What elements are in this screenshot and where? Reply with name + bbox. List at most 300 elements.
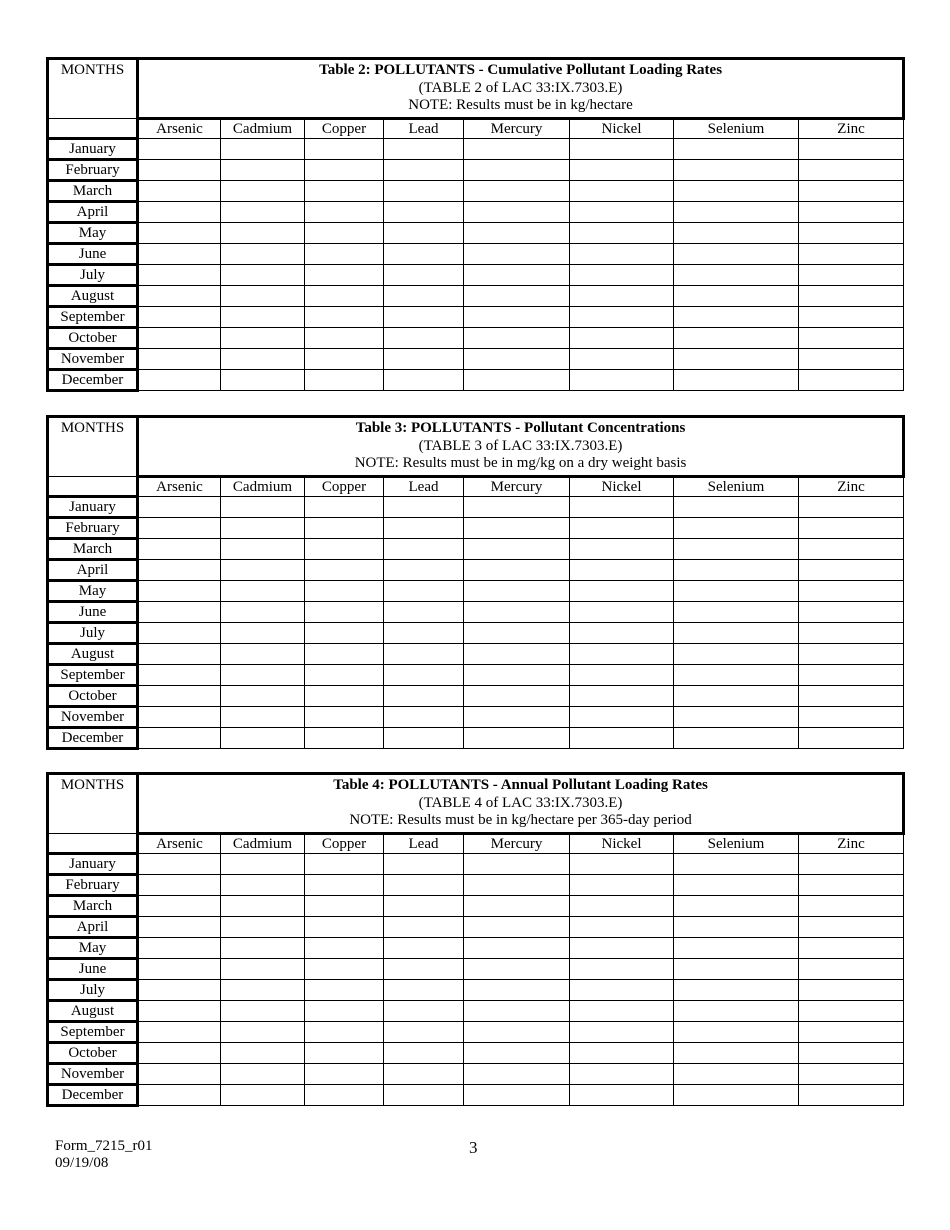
entry-cell-selenium[interactable] <box>674 854 799 875</box>
entry-cell-zinc[interactable] <box>799 181 904 202</box>
entry-cell-arsenic[interactable] <box>138 244 221 265</box>
entry-cell-mercury[interactable] <box>464 160 570 181</box>
entry-cell-cadmium[interactable] <box>221 980 305 1001</box>
entry-cell-mercury[interactable] <box>464 349 570 370</box>
entry-cell-lead[interactable] <box>384 917 464 938</box>
entry-cell-nickel[interactable] <box>570 1043 674 1064</box>
entry-cell-cadmium[interactable] <box>221 644 305 665</box>
entry-cell-zinc[interactable] <box>799 518 904 539</box>
entry-cell-lead[interactable] <box>384 602 464 623</box>
month-label-april: April <box>48 917 138 938</box>
entry-cell-cadmium[interactable] <box>221 875 305 896</box>
entry-cell-mercury[interactable] <box>464 644 570 665</box>
entry-cell-arsenic[interactable] <box>138 139 221 160</box>
entry-cell-cadmium[interactable] <box>221 181 305 202</box>
entry-cell-cadmium[interactable] <box>221 328 305 349</box>
entry-cell-selenium[interactable] <box>674 938 799 959</box>
entry-cell-cadmium[interactable] <box>221 139 305 160</box>
entry-cell-mercury[interactable] <box>464 139 570 160</box>
entry-cell-mercury[interactable] <box>464 707 570 728</box>
table-row <box>48 581 904 602</box>
entry-cell-arsenic[interactable] <box>138 875 221 896</box>
entry-cell-zinc[interactable] <box>799 160 904 181</box>
entry-cell-selenium[interactable] <box>674 1085 799 1106</box>
entry-cell-lead[interactable] <box>384 959 464 980</box>
entry-cell-arsenic[interactable] <box>138 223 221 244</box>
entry-cell-copper[interactable] <box>305 686 384 707</box>
entry-cell-cadmium[interactable] <box>221 370 305 391</box>
entry-cell-arsenic[interactable] <box>138 728 221 749</box>
entry-cell-arsenic[interactable] <box>138 328 221 349</box>
entry-cell-lead[interactable] <box>384 938 464 959</box>
month-label-july: July <box>48 980 138 1001</box>
entry-cell-nickel[interactable] <box>570 286 674 307</box>
entry-cell-arsenic[interactable] <box>138 497 221 518</box>
entry-cell-copper[interactable] <box>305 980 384 1001</box>
entry-cell-cadmium[interactable] <box>221 539 305 560</box>
entry-cell-cadmium[interactable] <box>221 560 305 581</box>
entry-cell-zinc[interactable] <box>799 1064 904 1085</box>
entry-cell-lead[interactable] <box>384 349 464 370</box>
entry-cell-lead[interactable] <box>384 623 464 644</box>
entry-cell-nickel[interactable] <box>570 349 674 370</box>
entry-cell-selenium[interactable] <box>674 328 799 349</box>
entry-cell-mercury[interactable] <box>464 518 570 539</box>
entry-cell-mercury[interactable] <box>464 328 570 349</box>
entry-cell-cadmium[interactable] <box>221 1064 305 1085</box>
form-identifier <box>55 1138 153 1172</box>
entry-cell-mercury[interactable] <box>464 181 570 202</box>
entry-cell-lead[interactable] <box>384 181 464 202</box>
entry-cell-copper[interactable] <box>305 875 384 896</box>
entry-cell-nickel[interactable] <box>570 959 674 980</box>
entry-cell-nickel[interactable] <box>570 686 674 707</box>
column-header-lead: Lead <box>384 119 464 139</box>
entry-cell-copper[interactable] <box>305 1085 384 1106</box>
entry-cell-selenium[interactable] <box>674 875 799 896</box>
entry-cell-zinc[interactable] <box>799 1001 904 1022</box>
entry-cell-cadmium[interactable] <box>221 707 305 728</box>
entry-cell-lead[interactable] <box>384 875 464 896</box>
entry-cell-mercury[interactable] <box>464 665 570 686</box>
entry-cell-lead[interactable] <box>384 223 464 244</box>
entry-cell-mercury[interactable] <box>464 875 570 896</box>
entry-cell-selenium[interactable] <box>674 1043 799 1064</box>
entry-cell-cadmium[interactable] <box>221 686 305 707</box>
entry-cell-selenium[interactable] <box>674 728 799 749</box>
entry-cell-cadmium[interactable] <box>221 959 305 980</box>
entry-cell-lead[interactable] <box>384 707 464 728</box>
month-label-february: February <box>48 518 138 539</box>
entry-cell-lead[interactable] <box>384 980 464 1001</box>
entry-cell-zinc[interactable] <box>799 1022 904 1043</box>
entry-cell-copper[interactable] <box>305 854 384 875</box>
entry-cell-arsenic[interactable] <box>138 1001 221 1022</box>
entry-cell-cadmium[interactable] <box>221 244 305 265</box>
entry-cell-zinc[interactable] <box>799 497 904 518</box>
table-row <box>48 644 904 665</box>
entry-cell-selenium[interactable] <box>674 686 799 707</box>
entry-cell-zinc[interactable] <box>799 623 904 644</box>
entry-cell-cadmium[interactable] <box>221 581 305 602</box>
entry-cell-mercury[interactable] <box>464 1001 570 1022</box>
entry-cell-selenium[interactable] <box>674 560 799 581</box>
entry-cell-cadmium[interactable] <box>221 160 305 181</box>
entry-cell-copper[interactable] <box>305 539 384 560</box>
entry-cell-mercury[interactable] <box>464 581 570 602</box>
entry-cell-lead[interactable] <box>384 1085 464 1106</box>
entry-cell-cadmium[interactable] <box>221 917 305 938</box>
month-label-march: March <box>48 539 138 560</box>
entry-cell-cadmium[interactable] <box>221 223 305 244</box>
entry-cell-zinc[interactable] <box>799 980 904 1001</box>
entry-cell-zinc[interactable] <box>799 581 904 602</box>
entry-cell-selenium[interactable] <box>674 980 799 1001</box>
entry-cell-copper[interactable] <box>305 497 384 518</box>
entry-cell-nickel[interactable] <box>570 854 674 875</box>
entry-cell-cadmium[interactable] <box>221 623 305 644</box>
entry-cell-copper[interactable] <box>305 160 384 181</box>
entry-cell-selenium[interactable] <box>674 181 799 202</box>
entry-cell-zinc[interactable] <box>799 539 904 560</box>
entry-cell-copper[interactable] <box>305 938 384 959</box>
entry-cell-selenium[interactable] <box>674 665 799 686</box>
entry-cell-zinc[interactable] <box>799 244 904 265</box>
entry-cell-mercury[interactable] <box>464 223 570 244</box>
entry-cell-arsenic[interactable] <box>138 370 221 391</box>
entry-cell-lead[interactable] <box>384 644 464 665</box>
entry-cell-mercury[interactable] <box>464 539 570 560</box>
entry-cell-selenium[interactable] <box>674 349 799 370</box>
entry-cell-mercury[interactable] <box>464 560 570 581</box>
entry-cell-nickel[interactable] <box>570 1001 674 1022</box>
entry-cell-copper[interactable] <box>305 286 384 307</box>
entry-cell-arsenic[interactable] <box>138 644 221 665</box>
entry-cell-copper[interactable] <box>305 623 384 644</box>
entry-cell-lead[interactable] <box>384 539 464 560</box>
entry-cell-copper[interactable] <box>305 370 384 391</box>
entry-cell-nickel[interactable] <box>570 644 674 665</box>
entry-cell-copper[interactable] <box>305 518 384 539</box>
entry-cell-cadmium[interactable] <box>221 202 305 223</box>
entry-cell-nickel[interactable] <box>570 917 674 938</box>
entry-cell-lead[interactable] <box>384 518 464 539</box>
entry-cell-zinc[interactable] <box>799 644 904 665</box>
entry-cell-cadmium[interactable] <box>221 728 305 749</box>
entry-cell-cadmium[interactable] <box>221 518 305 539</box>
entry-cell-lead[interactable] <box>384 728 464 749</box>
entry-cell-lead[interactable] <box>384 665 464 686</box>
entry-cell-nickel[interactable] <box>570 728 674 749</box>
entry-cell-arsenic[interactable] <box>138 518 221 539</box>
entry-cell-arsenic[interactable] <box>138 938 221 959</box>
entry-cell-lead[interactable] <box>384 1043 464 1064</box>
entry-cell-arsenic[interactable] <box>138 202 221 223</box>
entry-cell-zinc[interactable] <box>799 707 904 728</box>
entry-cell-selenium[interactable] <box>674 518 799 539</box>
entry-cell-nickel[interactable] <box>570 980 674 1001</box>
entry-cell-copper[interactable] <box>305 139 384 160</box>
entry-cell-selenium[interactable] <box>674 160 799 181</box>
entry-cell-arsenic[interactable] <box>138 896 221 917</box>
entry-cell-cadmium[interactable] <box>221 349 305 370</box>
entry-cell-copper[interactable] <box>305 560 384 581</box>
entry-cell-nickel[interactable] <box>570 581 674 602</box>
entry-cell-arsenic[interactable] <box>138 686 221 707</box>
entry-cell-cadmium[interactable] <box>221 665 305 686</box>
entry-cell-zinc[interactable] <box>799 349 904 370</box>
entry-cell-cadmium[interactable] <box>221 938 305 959</box>
entry-cell-copper[interactable] <box>305 602 384 623</box>
entry-cell-zinc[interactable] <box>799 728 904 749</box>
entry-cell-nickel[interactable] <box>570 497 674 518</box>
entry-cell-mercury[interactable] <box>464 1022 570 1043</box>
entry-cell-cadmium[interactable] <box>221 497 305 518</box>
entry-cell-arsenic[interactable] <box>138 980 221 1001</box>
entry-cell-copper[interactable] <box>305 707 384 728</box>
entry-cell-copper[interactable] <box>305 1022 384 1043</box>
entry-cell-copper[interactable] <box>305 223 384 244</box>
entry-cell-zinc[interactable] <box>799 370 904 391</box>
entry-cell-nickel[interactable] <box>570 181 674 202</box>
entry-cell-lead[interactable] <box>384 497 464 518</box>
entry-cell-arsenic[interactable] <box>138 560 221 581</box>
entry-cell-selenium[interactable] <box>674 896 799 917</box>
entry-cell-mercury[interactable] <box>464 728 570 749</box>
entry-cell-cadmium[interactable] <box>221 1043 305 1064</box>
entry-cell-nickel[interactable] <box>570 139 674 160</box>
entry-cell-selenium[interactable] <box>674 644 799 665</box>
month-label-february: February <box>48 875 138 896</box>
pollutant-table-4 <box>46 772 905 1107</box>
entry-cell-arsenic[interactable] <box>138 1085 221 1106</box>
entry-cell-nickel[interactable] <box>570 307 674 328</box>
entry-cell-zinc[interactable] <box>799 959 904 980</box>
entry-cell-mercury[interactable] <box>464 686 570 707</box>
entry-cell-zinc[interactable] <box>799 307 904 328</box>
entry-cell-zinc[interactable] <box>799 1043 904 1064</box>
entry-cell-selenium[interactable] <box>674 1064 799 1085</box>
entry-cell-cadmium[interactable] <box>221 896 305 917</box>
entry-cell-mercury[interactable] <box>464 980 570 1001</box>
entry-cell-copper[interactable] <box>305 265 384 286</box>
entry-cell-copper[interactable] <box>305 959 384 980</box>
entry-cell-copper[interactable] <box>305 728 384 749</box>
entry-cell-nickel[interactable] <box>570 328 674 349</box>
entry-cell-selenium[interactable] <box>674 286 799 307</box>
entry-cell-copper[interactable] <box>305 665 384 686</box>
entry-cell-lead[interactable] <box>384 286 464 307</box>
entry-cell-mercury[interactable] <box>464 896 570 917</box>
entry-cell-copper[interactable] <box>305 349 384 370</box>
entry-cell-copper[interactable] <box>305 581 384 602</box>
entry-cell-arsenic[interactable] <box>138 707 221 728</box>
entry-cell-arsenic[interactable] <box>138 307 221 328</box>
month-label-may: May <box>48 223 138 244</box>
entry-cell-nickel[interactable] <box>570 160 674 181</box>
entry-cell-selenium[interactable] <box>674 539 799 560</box>
entry-cell-nickel[interactable] <box>570 518 674 539</box>
entry-cell-arsenic[interactable] <box>138 854 221 875</box>
entry-cell-nickel[interactable] <box>570 623 674 644</box>
entry-cell-cadmium[interactable] <box>221 1022 305 1043</box>
entry-cell-selenium[interactable] <box>674 202 799 223</box>
entry-cell-copper[interactable] <box>305 1043 384 1064</box>
entry-cell-selenium[interactable] <box>674 139 799 160</box>
entry-cell-nickel[interactable] <box>570 938 674 959</box>
entry-cell-arsenic[interactable] <box>138 581 221 602</box>
entry-cell-nickel[interactable] <box>570 539 674 560</box>
entry-cell-copper[interactable] <box>305 1001 384 1022</box>
entry-cell-selenium[interactable] <box>674 265 799 286</box>
entry-cell-zinc[interactable] <box>799 286 904 307</box>
table-row <box>48 854 904 875</box>
entry-cell-mercury[interactable] <box>464 202 570 223</box>
entry-cell-lead[interactable] <box>384 896 464 917</box>
entry-cell-cadmium[interactable] <box>221 1001 305 1022</box>
entry-cell-nickel[interactable] <box>570 202 674 223</box>
entry-cell-lead[interactable] <box>384 160 464 181</box>
entry-cell-mercury[interactable] <box>464 623 570 644</box>
entry-cell-lead[interactable] <box>384 581 464 602</box>
entry-cell-selenium[interactable] <box>674 244 799 265</box>
entry-cell-mercury[interactable] <box>464 1043 570 1064</box>
entry-cell-selenium[interactable] <box>674 307 799 328</box>
entry-cell-mercury[interactable] <box>464 959 570 980</box>
entry-cell-arsenic[interactable] <box>138 160 221 181</box>
entry-cell-zinc[interactable] <box>799 202 904 223</box>
entry-cell-mercury[interactable] <box>464 854 570 875</box>
entry-cell-mercury[interactable] <box>464 1064 570 1085</box>
entry-cell-arsenic[interactable] <box>138 959 221 980</box>
entry-cell-nickel[interactable] <box>570 265 674 286</box>
entry-cell-nickel[interactable] <box>570 665 674 686</box>
entry-cell-zinc[interactable] <box>799 223 904 244</box>
entry-cell-zinc[interactable] <box>799 686 904 707</box>
entry-cell-mercury[interactable] <box>464 917 570 938</box>
entry-cell-copper[interactable] <box>305 1064 384 1085</box>
entry-cell-zinc[interactable] <box>799 896 904 917</box>
entry-cell-arsenic[interactable] <box>138 265 221 286</box>
entry-cell-selenium[interactable] <box>674 917 799 938</box>
entry-cell-lead[interactable] <box>384 560 464 581</box>
entry-cell-nickel[interactable] <box>570 223 674 244</box>
entry-cell-mercury[interactable] <box>464 307 570 328</box>
entry-cell-lead[interactable] <box>384 1064 464 1085</box>
entry-cell-nickel[interactable] <box>570 244 674 265</box>
entry-cell-mercury[interactable] <box>464 497 570 518</box>
entry-cell-mercury[interactable] <box>464 938 570 959</box>
entry-cell-selenium[interactable] <box>674 223 799 244</box>
entry-cell-lead[interactable] <box>384 139 464 160</box>
entry-cell-arsenic[interactable] <box>138 1022 221 1043</box>
entry-cell-zinc[interactable] <box>799 665 904 686</box>
entry-cell-cadmium[interactable] <box>221 265 305 286</box>
entry-cell-nickel[interactable] <box>570 1064 674 1085</box>
entry-cell-lead[interactable] <box>384 370 464 391</box>
entry-cell-cadmium[interactable] <box>221 286 305 307</box>
entry-cell-cadmium[interactable] <box>221 854 305 875</box>
entry-cell-zinc[interactable] <box>799 917 904 938</box>
entry-cell-nickel[interactable] <box>570 896 674 917</box>
entry-cell-arsenic[interactable] <box>138 539 221 560</box>
entry-cell-zinc[interactable] <box>799 1085 904 1106</box>
entry-cell-nickel[interactable] <box>570 707 674 728</box>
entry-cell-lead[interactable] <box>384 265 464 286</box>
entry-cell-cadmium[interactable] <box>221 1085 305 1106</box>
entry-cell-nickel[interactable] <box>570 1022 674 1043</box>
entry-cell-copper[interactable] <box>305 328 384 349</box>
entry-cell-cadmium[interactable] <box>221 602 305 623</box>
entry-cell-nickel[interactable] <box>570 875 674 896</box>
entry-cell-lead[interactable] <box>384 202 464 223</box>
entry-cell-mercury[interactable] <box>464 244 570 265</box>
entry-cell-copper[interactable] <box>305 307 384 328</box>
entry-cell-zinc[interactable] <box>799 139 904 160</box>
entry-cell-arsenic[interactable] <box>138 1043 221 1064</box>
entry-cell-selenium[interactable] <box>674 959 799 980</box>
entry-cell-mercury[interactable] <box>464 286 570 307</box>
entry-cell-zinc[interactable] <box>799 265 904 286</box>
entry-cell-mercury[interactable] <box>464 1085 570 1106</box>
entry-cell-arsenic[interactable] <box>138 602 221 623</box>
entry-cell-nickel[interactable] <box>570 602 674 623</box>
entry-cell-copper[interactable] <box>305 644 384 665</box>
entry-cell-zinc[interactable] <box>799 602 904 623</box>
entry-cell-lead[interactable] <box>384 1001 464 1022</box>
entry-cell-lead[interactable] <box>384 244 464 265</box>
entry-cell-selenium[interactable] <box>674 581 799 602</box>
entry-cell-zinc[interactable] <box>799 328 904 349</box>
entry-cell-arsenic[interactable] <box>138 349 221 370</box>
entry-cell-copper[interactable] <box>305 244 384 265</box>
entry-cell-arsenic[interactable] <box>138 665 221 686</box>
entry-cell-arsenic[interactable] <box>138 917 221 938</box>
entry-cell-lead[interactable] <box>384 686 464 707</box>
entry-cell-arsenic[interactable] <box>138 1064 221 1085</box>
entry-cell-zinc[interactable] <box>799 938 904 959</box>
entry-cell-zinc[interactable] <box>799 875 904 896</box>
entry-cell-selenium[interactable] <box>674 1001 799 1022</box>
entry-cell-lead[interactable] <box>384 1022 464 1043</box>
entry-cell-nickel[interactable] <box>570 560 674 581</box>
entry-cell-copper[interactable] <box>305 202 384 223</box>
entry-cell-nickel[interactable] <box>570 1085 674 1106</box>
entry-cell-copper[interactable] <box>305 181 384 202</box>
entry-cell-arsenic[interactable] <box>138 181 221 202</box>
entry-cell-lead[interactable] <box>384 328 464 349</box>
entry-cell-copper[interactable] <box>305 896 384 917</box>
entry-cell-selenium[interactable] <box>674 497 799 518</box>
entry-cell-zinc[interactable] <box>799 560 904 581</box>
entry-cell-lead[interactable] <box>384 854 464 875</box>
entry-cell-cadmium[interactable] <box>221 307 305 328</box>
entry-cell-arsenic[interactable] <box>138 286 221 307</box>
entry-cell-selenium[interactable] <box>674 1022 799 1043</box>
entry-cell-mercury[interactable] <box>464 602 570 623</box>
entry-cell-selenium[interactable] <box>674 623 799 644</box>
entry-cell-copper[interactable] <box>305 917 384 938</box>
entry-cell-lead[interactable] <box>384 307 464 328</box>
entry-cell-mercury[interactable] <box>464 265 570 286</box>
entry-cell-mercury[interactable] <box>464 370 570 391</box>
entry-cell-selenium[interactable] <box>674 602 799 623</box>
entry-cell-zinc[interactable] <box>799 854 904 875</box>
entry-cell-selenium[interactable] <box>674 707 799 728</box>
entry-cell-nickel[interactable] <box>570 370 674 391</box>
entry-cell-selenium[interactable] <box>674 370 799 391</box>
entry-cell-arsenic[interactable] <box>138 623 221 644</box>
